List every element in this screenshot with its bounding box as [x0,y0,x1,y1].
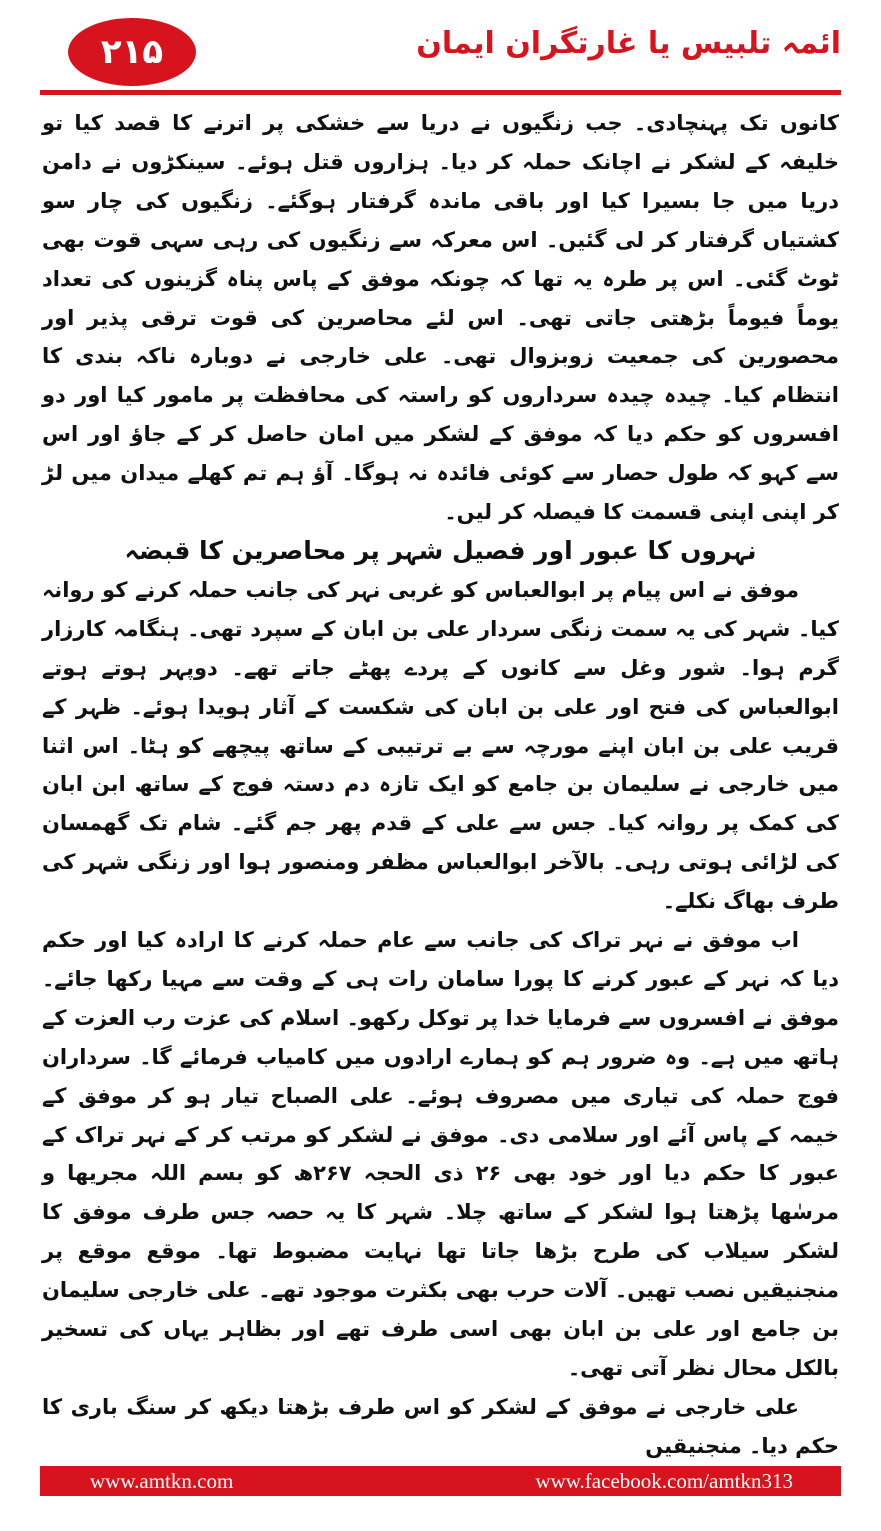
header-divider [40,90,841,95]
facebook-link[interactable]: www.facebook.com/amtkn313 [535,1468,793,1493]
page-header [40,18,841,88]
page-footer [40,1466,841,1496]
book-title: ائمہ تلبیس یا غارتگران ایمان [416,26,841,61]
paragraph: اب موفق نے نہر تراک کی جانب سے عام حملہ کرنے کا ارادہ کیا اور حکم دیا کہ نہر کے عبور کرنے کا پورا سامان رات ہی کے وقت سے مہیا رکھا جائے۔ موفق نے افسروں سے فرمایا خدا پر توکل رکھو۔ اسلام کی عزت رب العزت کے ہاتھ میں ہے۔ وہ ضرور ہم کو ہمارے ارادوں میں کامیاب فرمائے گا۔ سرداران فوج حملہ کی تیاری میں مصروف ہوئے۔ علی الصباح تیار ہو کر موفق کے خیمہ کے پاس آئے اور سلامی دی۔ موفق نے لشکر کو مرتب کر کے نہر تراک کے عبور کا حکم دیا اور خود بھی ۲۶ ذی الحجہ ۲۶۷ھ کو بسم اللہ مجریھا و مرسٰھا پڑھتا ہوا لشکر کے ساتھ چلا۔ شہر کا یہ حصہ جس طرف موفق کا لشکر سیلاب کی طرح بڑھا جاتا تھا نہایت مضبوط تھا۔ موقع موقع پر منجنیقیں نصب تھیں۔ آلات حرب بھی بکثرت موجود تھے۔ علی خارجی سلیمان بن جامع اور علی بن ابان بھی اسی طرف تھے اور بظاہر یہاں کی تسخیر بالکل محال نظر آتی تھی۔ [42,928,839,1380]
paragraph: کانوں تک پہنچادی۔ جب زنگیوں نے دریا سے خشکی پر اترنے کا قصد کیا تو خلیفہ کے لشکر نے اچانک حملہ کر دیا۔ ہزاروں قتل ہوئے۔ سینکڑوں نے دامن دریا میں جا بسیرا کیا اور باقی ماندہ گرفتار ہوگئے۔ زنگیوں کی چار سو کشتیاں گرفتار کر لی گئیں۔ اس معرکہ سے زنگیوں کی رہی سہی قوت بھی ٹوٹ گئی۔ اس پر طرہ یہ تھا کہ چونکہ موفق کے پاس پناہ گزینوں کی تعداد یوماً فیوماً بڑھتی جاتی تھی۔ اس لئے محاصرین کی قوت ترقی پذیر اور محصورین کی جمعیت زوبزوال تھی۔ علی خارجی نے دوبارہ ناکہ بندی کا انتظام کیا۔ چیدہ چیدہ سرداروں کو راستہ کی محافظت پر مامور کیا اور دو افسروں کو حکم دیا کہ موفق کے لشکر میں امان حاصل کر کے جاؤ اور اس سے کہو کہ طول حصار سے کوئی فائدہ نہ ہوگا۔ آؤ ہم تم کھلے میدان میں لڑ کر اپنی اپنی قسمت کا فیصلہ کر لیں۔ [42,111,839,525]
section-heading: نہروں کا عبور اور فصیل شہر پر محاصرین کا قبضہ [124,535,757,565]
website-link[interactable]: www.amtkn.com [90,1468,234,1493]
paragraph: علی خارجی نے موفق کے لشکر کو اس طرف بڑھتا دیکھ کر سنگ باری کا حکم دیا۔ منجنیقیں [42,1394,839,1458]
page-number-badge: ۲۱۵ [68,18,196,86]
paragraph: موفق نے اس پیام پر ابوالعباس کو غربی نہر کی جانب حملہ کرنے کو روانہ کیا۔ شہر کی یہ سمت زنگی سردار علی بن ابان کے سپرد تھی۔ ہنگامہ کارزار گرم ہوا۔ شور وغل سے کانوں کے پردے پھٹے جاتے تھے۔ دوپہر ہوتے ہوتے ابوالعباس کی فتح اور علی بن ابان کی شکست کے آثار ہویدا ہوئے۔ ظہر کے قریب علی بن ابان اپنے مورچہ سے بے ترتیبی کے ساتھ پیچھے کو ہٹا۔ اس اثنا میں خارجی نے سلیمان بن جامع کو ایک تازہ دم دستہ فوج کے ساتھ ابن ابان کی کمک پر روانہ کیا۔ جس سے علی کے قدم پھر جم گئے۔ شام تک گھمسان کی لڑائی ہوتی رہی۔ بالآخر ابوالعباس مظفر ومنصور ہوا اور زنگی شہر کی طرف بھاگ نکلے۔ [42,577,839,914]
page-body [42,104,839,1458]
